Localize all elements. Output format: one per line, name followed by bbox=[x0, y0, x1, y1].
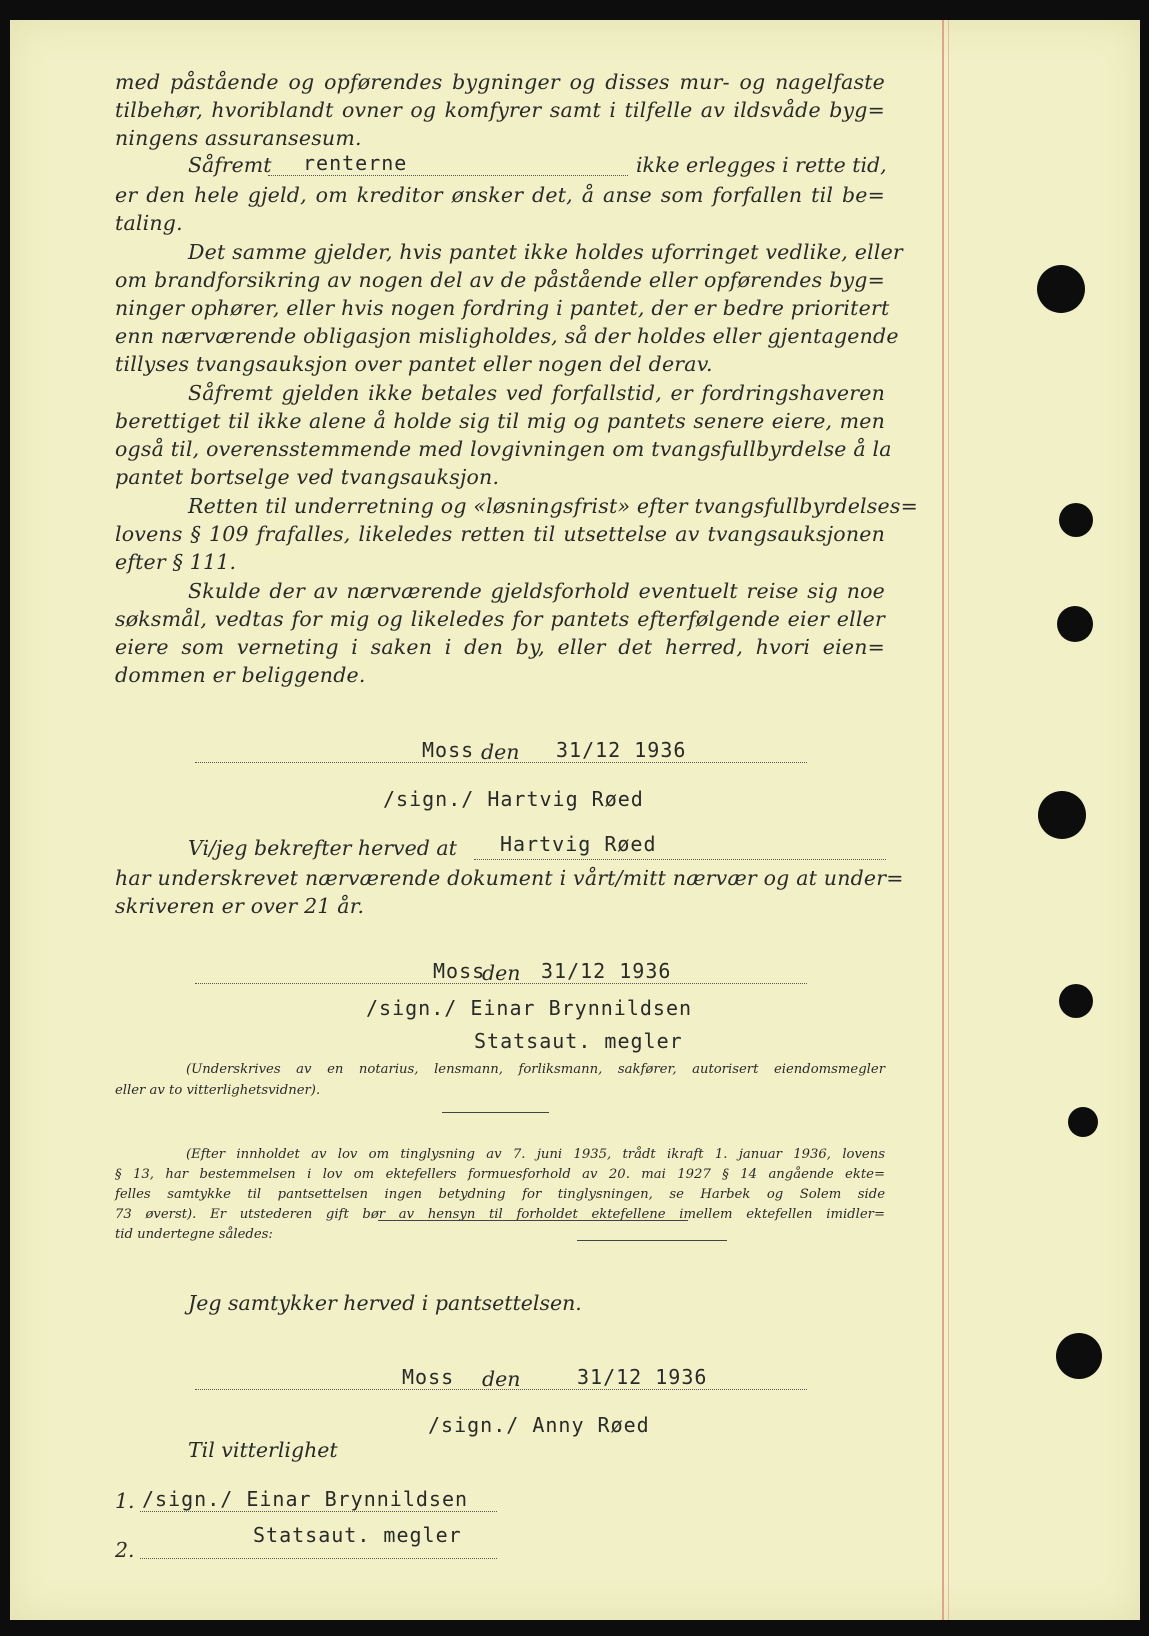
clause-line: tillyses tvangsauksjon over pantet eller nogen del derav. bbox=[115, 352, 713, 376]
fill-blank bbox=[474, 859, 886, 860]
consent-text: Jeg samtykker herved i pantsettelsen. bbox=[188, 1291, 582, 1315]
signature-name: /sign./ Anny Røed bbox=[428, 1413, 650, 1437]
clause-line: dommen er beliggende. bbox=[115, 663, 366, 687]
clause-line: ninger ophører, eller hvis nogen fordring i pantet, der er bedre prioritert bbox=[115, 296, 890, 320]
clause-line: lovens § 109 frafalles, likeledes retten til utsettelse av tvangsauksjonen bbox=[115, 522, 885, 546]
clause-line: Det samme gjelder, hvis pantet ikke holdes uforringet vedlike, eller bbox=[188, 240, 903, 264]
witness-number: 1. bbox=[115, 1489, 135, 1513]
divider bbox=[442, 1112, 549, 1113]
signature-place: Moss bbox=[433, 959, 486, 983]
witness-signer: Hartvig Røed bbox=[500, 832, 657, 856]
punch-hole bbox=[1037, 265, 1085, 313]
den-label: den bbox=[482, 1367, 521, 1391]
punch-hole bbox=[1059, 503, 1093, 537]
clause-line: søksmål, vedtas for mig og likeledes for pantets efterfølgende eier eller bbox=[115, 607, 885, 631]
signing-note: eller av to vitterlighetsvidner). bbox=[115, 1083, 321, 1098]
margin-rule bbox=[942, 20, 944, 1620]
witness-1-signature: /sign./ Einar Brynnildsen bbox=[142, 1487, 469, 1511]
signing-note: (Underskrives av en notarius, lensmann, forliksmann, sakfører, autorisert eiendomsmegler bbox=[186, 1062, 885, 1077]
clause-line: enn nærværende obligasjon misligholdes, så der holdes eller gjentagende bbox=[115, 324, 899, 348]
witness-heading: Til vitterlighet bbox=[188, 1438, 338, 1462]
law-note: § 13, har bestemmelsen i lov om ektefellers formuesforhold av 20. mai 1927 § 14 angående ekte= bbox=[115, 1167, 885, 1182]
clause-line: om brandforsikring av nogen del av de påstående eller opførendes byg= bbox=[115, 268, 885, 292]
den-label: den bbox=[482, 961, 521, 985]
law-note: felles samtykke til pantsettelsen ingen betydning for tinglysningen, se Harbek og Solem side bbox=[115, 1187, 885, 1202]
signature-date: 31/12 1936 bbox=[556, 738, 687, 762]
signature-name: /sign./ Einar Brynnildsen bbox=[366, 996, 693, 1020]
clause-line: Retten til underretning og «løsningsfrist» efter tvangsfullbyrdelses= bbox=[188, 494, 918, 518]
witness-prefix: Vi/jeg bekrefter herved at bbox=[188, 836, 457, 860]
clause-text: Såfremt bbox=[188, 153, 272, 177]
witness-line: har underskrevet nærværende dokument i vårt/mitt nærvær og at under= bbox=[115, 866, 904, 890]
punch-hole bbox=[1057, 606, 1093, 642]
clause-line: er den hele gjeld, om kreditor ønsker det, å anse som forfallen til be= bbox=[115, 183, 885, 207]
signature-place: Moss bbox=[422, 738, 475, 762]
den-label: den bbox=[481, 740, 520, 764]
clause-text: ikke erlegges i rette tid, bbox=[636, 153, 887, 177]
witness-line bbox=[140, 1511, 497, 1512]
handwritten-underline bbox=[577, 1240, 727, 1241]
clause-line: med påstående og opførendes bygninger og disses mur- og nagelfaste bbox=[115, 70, 885, 94]
clause-line: eiere som verneting i saken i den by, eller det herred, hvori eien= bbox=[115, 635, 885, 659]
filled-value: renterne bbox=[303, 151, 408, 175]
signature-name: /sign./ Hartvig Røed bbox=[383, 787, 644, 811]
clause-line: efter § 111. bbox=[115, 550, 237, 574]
witness-line bbox=[140, 1558, 497, 1559]
fill-blank bbox=[268, 175, 628, 176]
clause-line: tilbehør, hvoriblandt ovner og komfyrer samt i tilfelle av ildsvåde byg= bbox=[115, 98, 885, 122]
clause-line: Såfremt gjelden ikke betales ved forfallstid, er fordringshaveren bbox=[188, 381, 885, 405]
signature-date: 31/12 1936 bbox=[541, 959, 672, 983]
witness-2-signature: Statsaut. megler bbox=[253, 1523, 462, 1547]
signature-place: Moss bbox=[402, 1365, 455, 1389]
witness-line: skriveren er over 21 år. bbox=[115, 894, 365, 918]
punch-hole bbox=[1038, 791, 1086, 839]
clause-line: pantet bortselge ved tvangsauksjon. bbox=[115, 465, 500, 489]
clause-line: taling. bbox=[115, 211, 183, 235]
punch-hole bbox=[1056, 1333, 1102, 1379]
witness-number: 2. bbox=[115, 1538, 135, 1562]
clause-line: Skulde der av nærværende gjeldsforhold eventuelt reise sig noe bbox=[188, 579, 885, 603]
signature-title: Statsaut. megler bbox=[474, 1029, 683, 1053]
law-note: (Efter innholdet av lov om tinglysning av 7. juni 1935, trådt ikraft 1. januar 1936, lovens bbox=[186, 1147, 885, 1162]
clause-line: også til, overensstemmende med lovgivningen om tvangsfullbyrdelse å la bbox=[115, 437, 892, 461]
punch-hole bbox=[1059, 984, 1093, 1018]
margin-rule-secondary bbox=[948, 20, 949, 1620]
punch-hole bbox=[1068, 1107, 1098, 1137]
handwritten-underline bbox=[378, 1220, 688, 1221]
signature-date: 31/12 1936 bbox=[577, 1365, 708, 1389]
law-note: tid undertegne således: bbox=[115, 1227, 273, 1242]
law-note: 73 øverst). Er utstederen gift bør av hensyn til forholdet ektefellene imellem ektefellen imidler= bbox=[115, 1207, 885, 1222]
clause-line: berettiget til ikke alene å holde sig til mig og pantets senere eiere, men bbox=[115, 409, 885, 433]
clause-line: ningens assuransesum. bbox=[115, 126, 362, 150]
